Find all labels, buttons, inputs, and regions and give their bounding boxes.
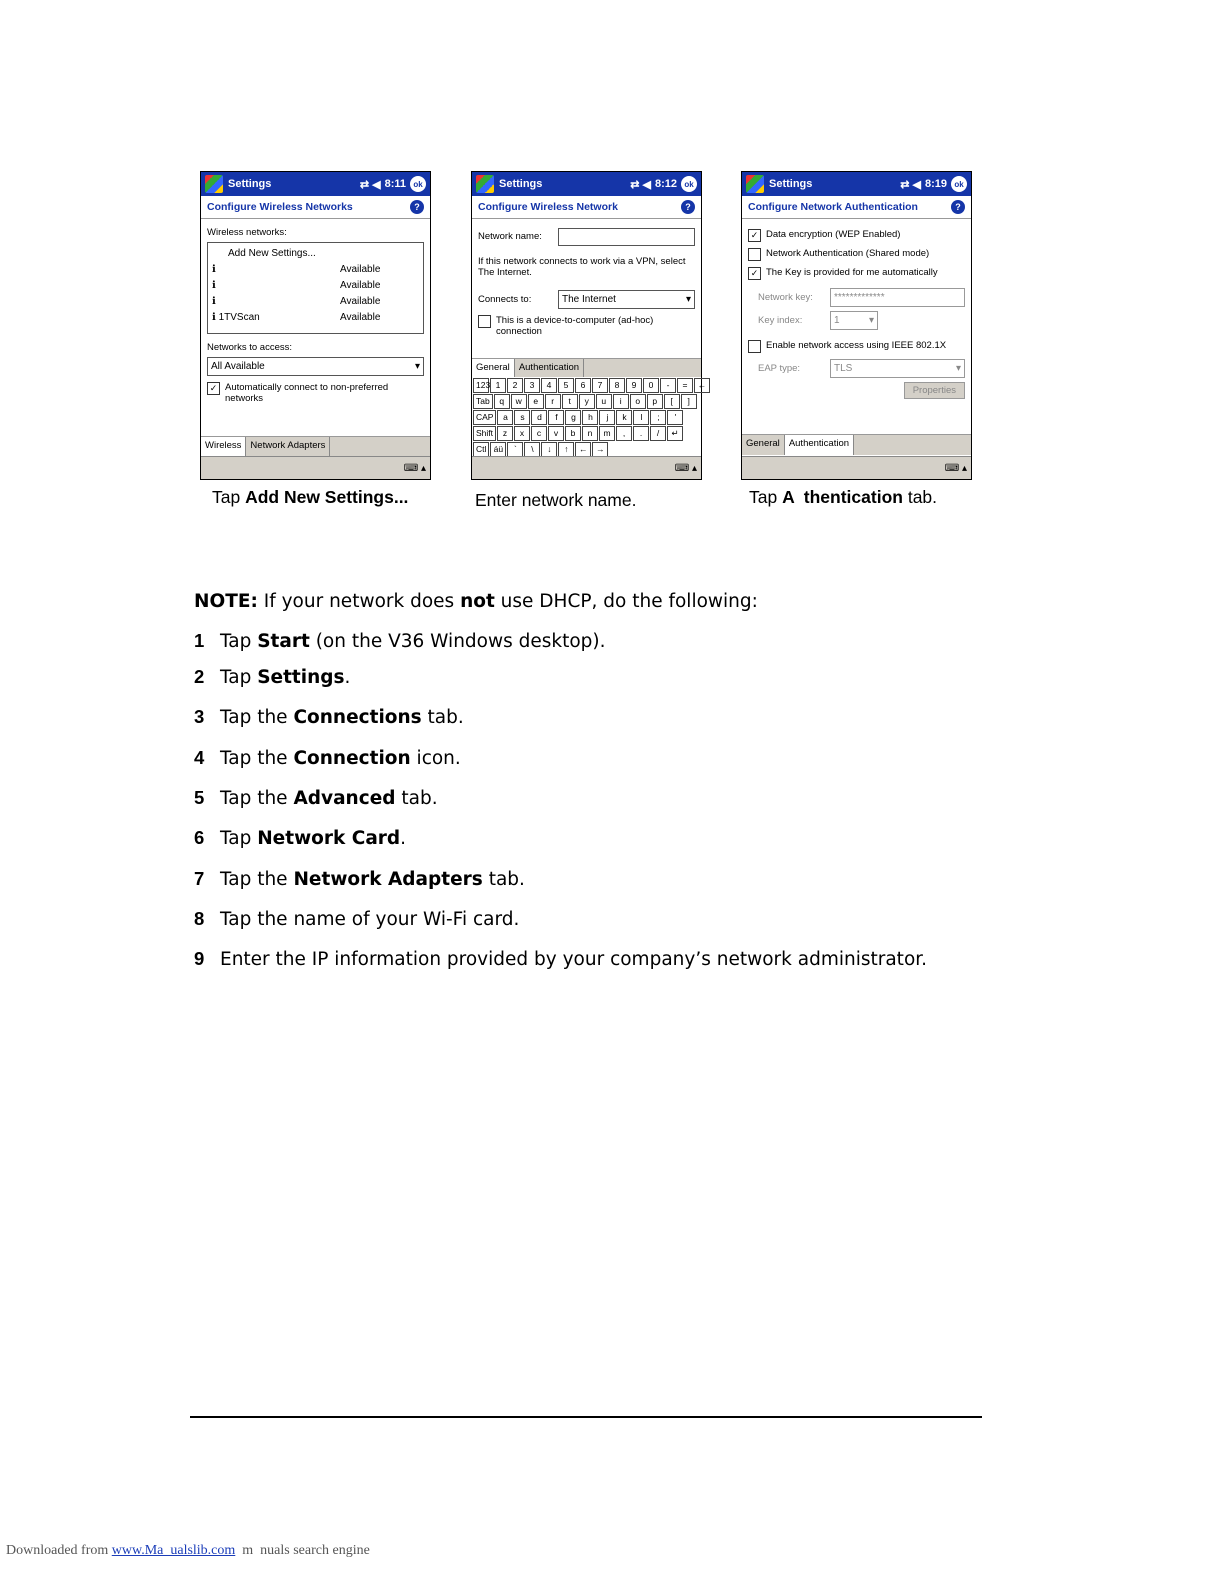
networks-access-select[interactable] bbox=[207, 357, 424, 376]
step-number: 8 bbox=[194, 908, 205, 929]
step-number: 1 bbox=[194, 630, 205, 651]
keyboard-key[interactable]: h bbox=[582, 410, 598, 425]
network-name: 1TVScan bbox=[218, 311, 260, 323]
checkbox-checked-icon: ✓ bbox=[748, 267, 761, 280]
properties-row bbox=[748, 382, 965, 399]
caption-2-text: Enter network name. bbox=[475, 490, 637, 510]
note-line bbox=[194, 591, 758, 612]
keyboard-key[interactable]: ` bbox=[507, 442, 523, 457]
keyboard-key[interactable]: ] bbox=[681, 394, 697, 409]
keyboard-key[interactable]: t bbox=[562, 394, 578, 409]
step-text: Tap bbox=[220, 828, 258, 849]
step-text: Tap the name of your Wi-Fi card. bbox=[220, 909, 520, 930]
keyboard-key[interactable]: a bbox=[497, 410, 513, 425]
input-panel-bar bbox=[472, 456, 701, 479]
list-item[interactable] bbox=[212, 261, 419, 277]
keyboard-key[interactable]: 2 bbox=[507, 378, 523, 393]
network-key-input[interactable] bbox=[830, 288, 965, 307]
networks-access-value: All Available bbox=[211, 361, 265, 372]
title-bar bbox=[472, 172, 701, 196]
keyboard-key[interactable]: p bbox=[647, 394, 663, 409]
step-number: 5 bbox=[194, 787, 205, 808]
key-index-label: Key index: bbox=[758, 315, 803, 326]
step-item bbox=[194, 747, 461, 769]
adhoc-label: This is a device-to-computer (ad-hoc) connection bbox=[496, 315, 654, 337]
checkbox-unchecked-icon bbox=[748, 340, 761, 353]
sync-speaker-icon: ⇄ ◀ bbox=[630, 178, 651, 191]
keyboard-key[interactable]: ↵ bbox=[667, 426, 683, 441]
data-encryption-label: Data encryption (WEP Enabled) bbox=[766, 229, 901, 240]
help-icon[interactable]: ? bbox=[681, 200, 695, 214]
keyboard-key[interactable]: 1 bbox=[490, 378, 506, 393]
network-icon: ℹ bbox=[212, 279, 216, 291]
list-item[interactable] bbox=[212, 277, 419, 293]
keyboard-key[interactable]: → bbox=[592, 442, 608, 457]
step-bold: Start bbox=[257, 631, 310, 652]
eap-type-value: TLS bbox=[834, 363, 853, 374]
keyboard-key[interactable]: ' bbox=[667, 410, 683, 425]
keyboard-key[interactable]: ↓ bbox=[541, 442, 557, 457]
caption-1-bold: Add New Settings... bbox=[245, 487, 409, 507]
start-logo-icon[interactable] bbox=[205, 175, 223, 193]
keyboard-key[interactable]: 7 bbox=[592, 378, 608, 393]
screen-header bbox=[472, 196, 701, 219]
keyboard-key[interactable]: Tab bbox=[473, 394, 493, 409]
tab-network-adapters[interactable]: Network Adapters bbox=[246, 437, 330, 457]
step-item bbox=[194, 630, 606, 652]
keyboard-key[interactable]: 8 bbox=[609, 378, 625, 393]
chevron-down-icon: ▾ bbox=[868, 315, 874, 326]
step-text-post: tab. bbox=[395, 788, 438, 809]
clock: 8:12 bbox=[654, 178, 677, 190]
adhoc-checkbox[interactable] bbox=[478, 315, 695, 337]
note-label: NOTE: bbox=[194, 591, 258, 612]
list-item-name: Add New Settings... bbox=[228, 247, 316, 259]
wireless-networks-label: Wireless networks: bbox=[207, 227, 287, 238]
key-automatic-checkbox[interactable] bbox=[748, 267, 965, 280]
tab-authentication[interactable]: Authentication bbox=[515, 359, 584, 379]
keyboard-key[interactable]: m bbox=[599, 426, 615, 441]
step-text: Tap the bbox=[220, 788, 294, 809]
start-logo-icon[interactable] bbox=[476, 175, 494, 193]
tab-bar bbox=[742, 434, 971, 455]
keyboard-key[interactable]: 6 bbox=[575, 378, 591, 393]
keyboard-key[interactable]: CAP bbox=[473, 410, 496, 425]
step-number: 7 bbox=[194, 868, 205, 889]
app-title: Settings bbox=[769, 178, 813, 190]
network-authentication-checkbox[interactable] bbox=[748, 248, 965, 261]
screenshot-configure-network bbox=[471, 171, 707, 480]
checkbox-checked-icon: ✓ bbox=[748, 229, 761, 242]
list-item[interactable] bbox=[212, 309, 419, 325]
list-item[interactable] bbox=[212, 293, 419, 309]
keyboard-key[interactable]: 123 bbox=[473, 378, 489, 393]
input-panel-bar bbox=[742, 456, 971, 479]
screen-header bbox=[742, 196, 971, 219]
note-text-post: use DHCP, do the following: bbox=[494, 591, 758, 612]
keyboard-row bbox=[473, 394, 700, 409]
keyboard-key[interactable]: k bbox=[616, 410, 632, 425]
checkbox-checked-icon: ✓ bbox=[207, 382, 220, 395]
step-text-post: tab. bbox=[421, 707, 464, 728]
step-item bbox=[194, 666, 350, 688]
step-number: 3 bbox=[194, 706, 205, 727]
keyboard-key[interactable]: y bbox=[579, 394, 595, 409]
keyboard-key[interactable]: w bbox=[511, 394, 527, 409]
keyboard-row bbox=[473, 410, 700, 425]
step-text: Tap the bbox=[220, 707, 294, 728]
caption-1 bbox=[212, 487, 408, 508]
screenshot-wireless-networks bbox=[200, 171, 431, 480]
data-encryption-checkbox[interactable] bbox=[748, 229, 965, 242]
tab-bar bbox=[201, 436, 430, 457]
network-key-label: Network key: bbox=[758, 292, 813, 303]
keyboard-key[interactable]: z bbox=[497, 426, 513, 441]
keyboard-key[interactable]: áü bbox=[490, 442, 506, 457]
app-title: Settings bbox=[499, 178, 543, 190]
vpn-info-text: If this network connects to work via a VPN, select The Internet. bbox=[478, 256, 686, 278]
step-item bbox=[194, 868, 525, 890]
keyboard-key[interactable]: r bbox=[545, 394, 561, 409]
ok-button[interactable]: ok bbox=[410, 176, 426, 192]
keyboard-key[interactable]: Ctl bbox=[473, 442, 489, 457]
tab-general[interactable]: General bbox=[472, 359, 515, 379]
keyboard-key[interactable]: q bbox=[494, 394, 510, 409]
title-bar bbox=[742, 172, 971, 196]
checkbox-unchecked-icon bbox=[748, 248, 761, 261]
caption-1-text: Tap bbox=[212, 487, 246, 507]
keyboard-icon[interactable]: ⌨ ▴ bbox=[674, 462, 697, 474]
step-text-post: (on the V36 Windows desktop). bbox=[309, 631, 606, 652]
help-icon[interactable]: ? bbox=[410, 200, 424, 214]
tab-general[interactable]: General bbox=[742, 435, 785, 455]
keyboard-key[interactable]: \ bbox=[524, 442, 540, 457]
keyboard-key[interactable]: c bbox=[531, 426, 547, 441]
network-icon: ℹ bbox=[212, 295, 216, 307]
auto-connect-checkbox[interactable] bbox=[207, 382, 424, 404]
title-bar bbox=[201, 172, 430, 196]
properties-button[interactable]: Properties bbox=[904, 382, 965, 399]
keyboard-key[interactable]: [ bbox=[664, 394, 680, 409]
network-key-row bbox=[758, 288, 965, 307]
note-bold: not bbox=[460, 591, 495, 612]
keyboard-key[interactable]: v bbox=[548, 426, 564, 441]
keyboard-row bbox=[473, 378, 707, 393]
step-text-post: . bbox=[400, 828, 407, 849]
footer-text-post: m nuals search engine bbox=[235, 1543, 370, 1558]
key-index-value: 1 bbox=[834, 315, 840, 326]
keyboard-key[interactable]: . bbox=[633, 426, 649, 441]
step-item bbox=[194, 948, 927, 970]
eap-row bbox=[758, 359, 965, 378]
step-bold: Connections bbox=[293, 707, 422, 728]
ok-button[interactable]: ok bbox=[951, 176, 967, 192]
help-icon[interactable]: ? bbox=[951, 200, 965, 214]
keyboard-key[interactable]: 4 bbox=[541, 378, 557, 393]
keyboard-key[interactable]: Shift bbox=[473, 426, 496, 441]
caption-3-text: Tap bbox=[749, 487, 783, 507]
step-bold: Advanced bbox=[293, 788, 396, 809]
step-text-post: tab. bbox=[482, 869, 525, 890]
footer-text-pre: Downloaded from bbox=[6, 1543, 112, 1558]
tab-bar bbox=[472, 358, 701, 379]
connects-to-label: Connects to: bbox=[478, 294, 532, 305]
step-item bbox=[194, 908, 519, 930]
keyboard-key[interactable]: , bbox=[616, 426, 632, 441]
keyboard-key[interactable]: e bbox=[528, 394, 544, 409]
step-text-post: icon. bbox=[410, 748, 461, 769]
step-text: Tap bbox=[220, 631, 258, 652]
keyboard-key[interactable]: j bbox=[599, 410, 615, 425]
step-text-post: . bbox=[344, 667, 351, 688]
ieee-label: Enable network access using IEEE 802.1X bbox=[766, 340, 947, 351]
keyboard-key[interactable]: 5 bbox=[558, 378, 574, 393]
list-item-name: ℹ 1TVScan bbox=[212, 311, 260, 323]
step-number: 9 bbox=[194, 948, 205, 969]
step-text: Tap the bbox=[220, 869, 294, 890]
network-name-input[interactable] bbox=[558, 228, 695, 246]
keyboard-key[interactable]: 3 bbox=[524, 378, 540, 393]
footer-link[interactable]: www.Ma ualslib.com bbox=[111, 1543, 236, 1558]
screen-header-title: Configure Network Authentication bbox=[748, 201, 918, 213]
step-text: Tap bbox=[220, 667, 258, 688]
step-item bbox=[194, 787, 438, 809]
step-bold: Settings bbox=[257, 667, 345, 688]
keyboard-icon[interactable]: ⌨ ▴ bbox=[944, 462, 967, 474]
sync-speaker-icon: ⇄ ◀ bbox=[359, 178, 381, 191]
step-number: 2 bbox=[194, 666, 205, 687]
step-bold: Network Adapters bbox=[293, 869, 483, 890]
networks-access-label: Networks to access: bbox=[207, 342, 292, 353]
keyboard-key[interactable]: d bbox=[531, 410, 547, 425]
key-index-select[interactable] bbox=[830, 311, 878, 330]
list-item-status: Available bbox=[340, 279, 381, 291]
connects-to-select[interactable] bbox=[558, 290, 695, 309]
keyboard-key[interactable]: x bbox=[514, 426, 530, 441]
screen-header-title: Configure Wireless Network bbox=[478, 201, 618, 213]
tab-wireless[interactable]: Wireless bbox=[201, 437, 246, 457]
network-key-value: ************* bbox=[834, 292, 885, 303]
list-item-status: Available bbox=[340, 263, 381, 275]
screen-header-title: Configure Wireless Networks bbox=[207, 201, 353, 213]
keyboard-key[interactable]: ← bbox=[694, 378, 710, 393]
keyboard-key[interactable]: = bbox=[677, 378, 693, 393]
keyboard-key[interactable]: ↑ bbox=[558, 442, 574, 457]
chevron-down-icon: ▾ bbox=[685, 294, 691, 305]
keyboard-key[interactable]: l bbox=[633, 410, 649, 425]
app-title: Settings bbox=[228, 178, 272, 190]
screen-header bbox=[201, 196, 430, 219]
keyboard-key[interactable]: 9 bbox=[626, 378, 642, 393]
keyboard-key[interactable]: - bbox=[660, 378, 676, 393]
sync-speaker-icon: ⇄ ◀ bbox=[900, 178, 921, 191]
ok-button[interactable]: ok bbox=[681, 176, 697, 192]
keyboard-key[interactable]: o bbox=[630, 394, 646, 409]
keyboard-key[interactable]: n bbox=[582, 426, 598, 441]
keyboard-key[interactable]: / bbox=[650, 426, 666, 441]
caption-3-post: tab. bbox=[902, 487, 938, 507]
soft-keyboard bbox=[472, 377, 707, 457]
list-item[interactable] bbox=[212, 245, 419, 261]
note-text-pre: If your network does bbox=[257, 591, 461, 612]
keyboard-key[interactable]: f bbox=[548, 410, 564, 425]
step-item bbox=[194, 706, 464, 728]
caption-3 bbox=[749, 487, 937, 508]
step-number: 4 bbox=[194, 747, 205, 768]
network-name-label: Network name: bbox=[478, 231, 542, 242]
keyboard-key[interactable]: ← bbox=[575, 442, 591, 457]
keyboard-key[interactable]: 0 bbox=[643, 378, 659, 393]
network-name-row bbox=[478, 227, 695, 246]
step-bold: Connection bbox=[293, 748, 411, 769]
network-icon: ℹ bbox=[212, 263, 216, 275]
step-text: Tap the bbox=[220, 748, 294, 769]
keyboard-icon[interactable]: ⌨ ▴ bbox=[403, 462, 426, 474]
list-item-status: Available bbox=[340, 295, 381, 307]
connects-row bbox=[478, 290, 695, 309]
screenshot-network-authentication bbox=[741, 171, 972, 480]
chevron-down-icon: ▾ bbox=[955, 363, 961, 374]
keyboard-key[interactable]: g bbox=[565, 410, 581, 425]
step-text: Enter the IP information provided by your company’s network administrator. bbox=[220, 949, 928, 970]
keyboard-key[interactable]: s bbox=[514, 410, 530, 425]
key-automatic-label: The Key is provided for me automatically bbox=[766, 267, 938, 278]
eap-type-select[interactable] bbox=[830, 359, 965, 378]
checkbox-unchecked-icon bbox=[478, 315, 491, 328]
footer-rule bbox=[190, 1416, 982, 1418]
connects-to-value: The Internet bbox=[562, 294, 616, 305]
keyboard-row bbox=[473, 426, 700, 441]
keyboard-key[interactable]: b bbox=[565, 426, 581, 441]
keyboard-row bbox=[473, 442, 700, 457]
auto-connect-label: Automatically connect to non-preferred networks bbox=[225, 382, 389, 404]
clock: 8:11 bbox=[384, 178, 406, 190]
key-index-row bbox=[758, 311, 965, 330]
keyboard-key[interactable]: ; bbox=[650, 410, 666, 425]
tab-authentication[interactable]: Authentication bbox=[785, 435, 854, 455]
wireless-networks-list[interactable] bbox=[207, 242, 424, 334]
eap-type-label: EAP type: bbox=[758, 363, 801, 374]
network-authentication-label: Network Authentication (Shared mode) bbox=[766, 248, 930, 259]
list-item-status: Available bbox=[340, 311, 381, 323]
input-panel-bar bbox=[201, 456, 430, 479]
keyboard-key[interactable]: i bbox=[613, 394, 629, 409]
start-logo-icon[interactable] bbox=[746, 175, 764, 193]
download-footer bbox=[6, 1543, 370, 1559]
ieee-checkbox[interactable] bbox=[748, 340, 965, 353]
keyboard-key[interactable]: u bbox=[596, 394, 612, 409]
clock: 8:19 bbox=[924, 178, 947, 190]
step-number: 6 bbox=[194, 827, 205, 848]
caption-3-bold: A thentication bbox=[782, 487, 903, 507]
chevron-down-icon: ▾ bbox=[414, 361, 420, 372]
step-item bbox=[194, 827, 406, 849]
caption-2 bbox=[475, 490, 636, 511]
step-bold: Network Card bbox=[257, 828, 401, 849]
